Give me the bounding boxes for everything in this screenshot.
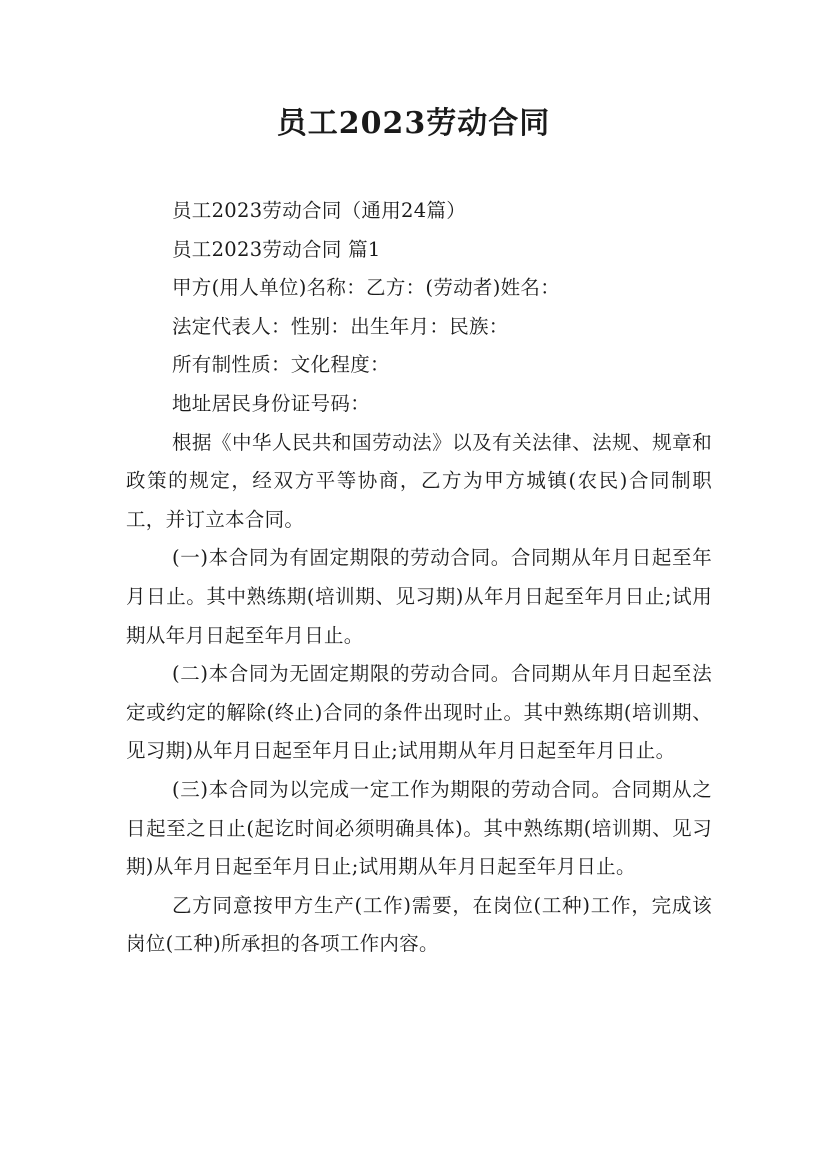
address-id-line: 地址居民身份证号码： [172,391,371,415]
party-names-line: 甲方(用人单位)名称：乙方：(劳动者)姓名： [172,276,561,300]
section-heading: 员工2023劳动合同 篇1 [172,237,381,261]
paragraph-preamble: 根据《中华人民共和国劳动法》以及有关法律、法规、规章和政策的规定，经双方平等协商，乙方为甲方城镇(农民)合同制职工，并订立本合同。 [126,430,712,531]
document-title: 员工2023劳动合同 [276,106,551,141]
representative-line: 法定代表人：性别：出生年月：民族： [172,314,509,338]
paragraph-job-duties: 乙方同意按甲方生产(工作)需要，在岗位(工种)工作，完成该岗位(工种)所承担的各项工作内容。 [126,893,712,956]
ownership-line: 所有制性质：文化程度： [172,353,390,377]
paragraph-term-task: (三)本合同为以完成一定工作为期限的劳动合同。合同期从之日起至之日止(起讫时间必须明确具体)。其中熟练期(培训期、见习期)从年月日起至年月日止;试用期从年月日起至年月日止。 [126,777,712,879]
paragraph-term-open: (二)本合同为无固定期限的劳动合同。合同期从年月日起至法定或约定的解除(终止)合同的条件出现时止。其中熟练期(培训期、见习期)从年月日起至年月日止;试用期从年月日起至年月日止。 [126,662,712,763]
paragraph-term-fixed: (一)本合同为有固定期限的劳动合同。合同期从年月日起至年月日止。其中熟练期(培训期、见习期)从年月日起至年月日止;试用期从年月日起至年月日止。 [126,546,712,647]
document-body [126,192,712,964]
subtitle-line: 员工2023劳动合同（通用24篇） [172,199,467,222]
